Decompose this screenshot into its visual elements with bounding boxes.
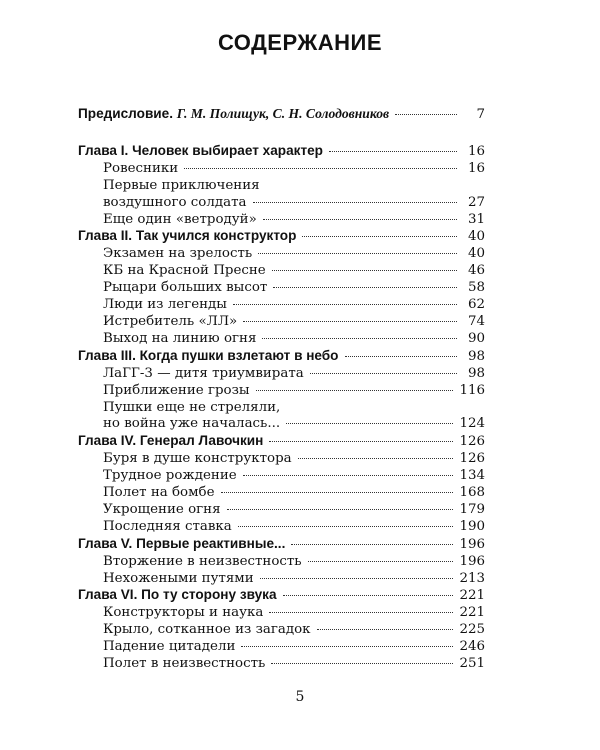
- page-number: 225: [459, 622, 485, 638]
- page-number: 196: [459, 553, 485, 569]
- page-number: 27: [467, 194, 485, 210]
- entry-label: Глава IV. Генерал Лавочкин: [78, 433, 264, 449]
- toc-chapter-entry[interactable]: [78, 228, 485, 246]
- toc-chapter-entry[interactable]: [78, 143, 485, 161]
- dot-leader: [308, 561, 454, 562]
- page-number: 251: [459, 656, 485, 672]
- toc-section-entry[interactable]: [78, 468, 485, 485]
- dot-leader: [262, 338, 457, 339]
- dot-leader: [253, 202, 458, 203]
- entry-label: Глава I. Человек выбирает характер: [78, 142, 323, 158]
- page-number: 221: [459, 588, 485, 604]
- entry-label: Крыло, сотканное из загадок: [103, 622, 311, 638]
- page-number: 196: [459, 536, 485, 552]
- dot-leader: [283, 595, 454, 596]
- entry-label: Трудное рождение: [103, 468, 237, 484]
- toc-section-entry[interactable]: [78, 366, 485, 383]
- toc-entry-first-line: Первые приключения: [103, 177, 260, 193]
- dot-leader: [302, 236, 457, 237]
- page-number: 31: [467, 211, 485, 227]
- dot-leader: [269, 441, 453, 442]
- entry-label: Приближение грозы: [103, 382, 250, 398]
- toc-section-entry[interactable]: [78, 554, 485, 571]
- toc-section-entry[interactable]: [78, 280, 485, 297]
- entry-label: воздушного солдата: [103, 194, 247, 210]
- entry-label: Ровесники: [103, 160, 179, 176]
- dot-leader: [298, 458, 454, 459]
- dot-leader: [310, 373, 457, 374]
- toc-section-entry[interactable]: [78, 656, 485, 673]
- toc-section-entry[interactable]: [78, 331, 485, 348]
- entry-label: Последняя ставка: [103, 518, 232, 534]
- toc-section-entry[interactable]: [78, 212, 485, 229]
- page-number: 168: [459, 485, 485, 501]
- entry-label: но война уже началась...: [103, 416, 281, 432]
- dot-leader: [286, 423, 453, 424]
- page-number: 134: [459, 468, 485, 484]
- entry-label: Люди из легенды: [103, 297, 227, 313]
- dot-leader: [263, 219, 457, 220]
- entry-label: Выход на линию огня: [103, 330, 257, 346]
- page-number: 16: [467, 160, 485, 176]
- toc-section-entry[interactable]: [78, 639, 485, 656]
- dot-leader: [184, 168, 457, 169]
- toc-section-entry[interactable]: [78, 314, 485, 331]
- dot-leader: [269, 612, 453, 613]
- dot-leader: [260, 578, 454, 579]
- table-of-contents: [78, 106, 485, 673]
- dot-leader: [221, 492, 454, 493]
- page-number: 40: [467, 246, 485, 262]
- page-number: 213: [459, 570, 485, 586]
- toc-preface-entry[interactable]: [78, 106, 485, 124]
- dot-leader: [395, 114, 457, 115]
- entry-label: Полет на бомбе: [103, 485, 215, 501]
- dot-leader: [272, 270, 457, 271]
- page-title: СОДЕРЖАНИЕ: [217, 30, 383, 55]
- page-number: 221: [459, 605, 485, 621]
- toc-chapter-entry[interactable]: [78, 433, 485, 451]
- dot-leader: [291, 544, 453, 545]
- page-number: 190: [459, 518, 485, 534]
- entry-label: Рыцари больших высот: [103, 280, 268, 296]
- dot-leader: [271, 663, 453, 664]
- page-number: 126: [459, 451, 485, 467]
- page-number: 40: [467, 229, 485, 245]
- page-number: 98: [467, 365, 485, 381]
- dot-leader: [241, 646, 453, 647]
- page-number: 98: [467, 348, 485, 364]
- entry-label: Экзамен на зрелость: [103, 246, 253, 262]
- dot-leader: [243, 321, 457, 322]
- page-footer-number: 5: [295, 689, 305, 705]
- toc-section-entry[interactable]: [78, 161, 485, 178]
- entry-label: Истребитель «ЛЛ»: [103, 313, 238, 329]
- entry-label: Глава VI. По ту сторону звука: [78, 587, 277, 603]
- page-number: 62: [467, 297, 485, 313]
- toc-section-entry[interactable]: [78, 383, 485, 400]
- toc-section-entry[interactable]: [78, 485, 485, 502]
- page-number: 126: [459, 434, 485, 450]
- page-number: 7: [476, 107, 485, 122]
- entry-label: Укрощение огня: [103, 501, 221, 517]
- page-number: 116: [459, 382, 485, 398]
- page-number: 16: [467, 143, 485, 159]
- toc-section-entry[interactable]: [78, 263, 485, 280]
- dot-leader: [233, 304, 457, 305]
- toc-section-entry[interactable]: [78, 571, 485, 588]
- entry-label: Глава III. Когда пушки взлетают в небо: [78, 347, 339, 363]
- page-number: 74: [467, 313, 485, 329]
- entry-label: Нехожеными путями: [103, 570, 254, 586]
- entry-label: Конструкторы и наука: [103, 605, 264, 621]
- preface-label: Предисловие. Г. М. Полищук, С. Н. Солодовников: [78, 106, 390, 121]
- toc-section-entry[interactable]: [78, 195, 485, 212]
- toc-section-entry[interactable]: [78, 605, 485, 622]
- page-number: 179: [459, 501, 485, 517]
- preface-author: Г. М. Полищук, С. Н. Солодовников: [176, 106, 390, 121]
- dot-leader: [345, 356, 458, 357]
- dot-leader: [238, 526, 454, 527]
- entry-label: КБ на Красной Пресне: [103, 263, 266, 279]
- entry-label: Глава II. Так учился конструктор: [78, 228, 297, 244]
- entry-label: Падение цитадели: [103, 639, 236, 655]
- entry-label: Глава V. Первые реактивные...: [78, 535, 286, 551]
- entry-label: Полет в неизвестность: [103, 656, 266, 672]
- entry-label: Еще один «ветродуй»: [103, 211, 257, 227]
- toc-chapter-entry[interactable]: [78, 587, 485, 605]
- page-number: 246: [459, 639, 485, 655]
- dot-leader: [273, 287, 457, 288]
- page-number: 58: [467, 280, 485, 296]
- toc-section-entry[interactable]: [78, 622, 485, 639]
- toc-section-entry[interactable]: [78, 451, 485, 468]
- dot-leader: [243, 475, 454, 476]
- toc-section-entry[interactable]: [78, 502, 485, 519]
- toc-section-entry[interactable]: [78, 297, 485, 314]
- toc-section-entry[interactable]: [78, 416, 485, 433]
- page-number: 124: [459, 416, 485, 432]
- toc-section-entry[interactable]: [78, 519, 485, 536]
- entry-label: ЛаГГ-3 — дитя триумвирата: [103, 365, 304, 381]
- toc-entry-first-line: Пушки еще не стреляли,: [103, 399, 281, 415]
- dot-leader: [329, 151, 457, 152]
- entry-label: Буря в душе конструктора: [103, 451, 292, 467]
- page-number: 90: [467, 330, 485, 346]
- dot-leader: [258, 253, 457, 254]
- dot-leader: [317, 629, 454, 630]
- dot-leader: [256, 390, 454, 391]
- page-number: 46: [467, 263, 485, 279]
- dot-leader: [227, 509, 454, 510]
- toc-chapter-entry[interactable]: [78, 536, 485, 554]
- entry-label: Вторжение в неизвестность: [103, 553, 302, 569]
- toc-section-entry[interactable]: [78, 246, 485, 263]
- toc-chapter-entry[interactable]: [78, 348, 485, 366]
